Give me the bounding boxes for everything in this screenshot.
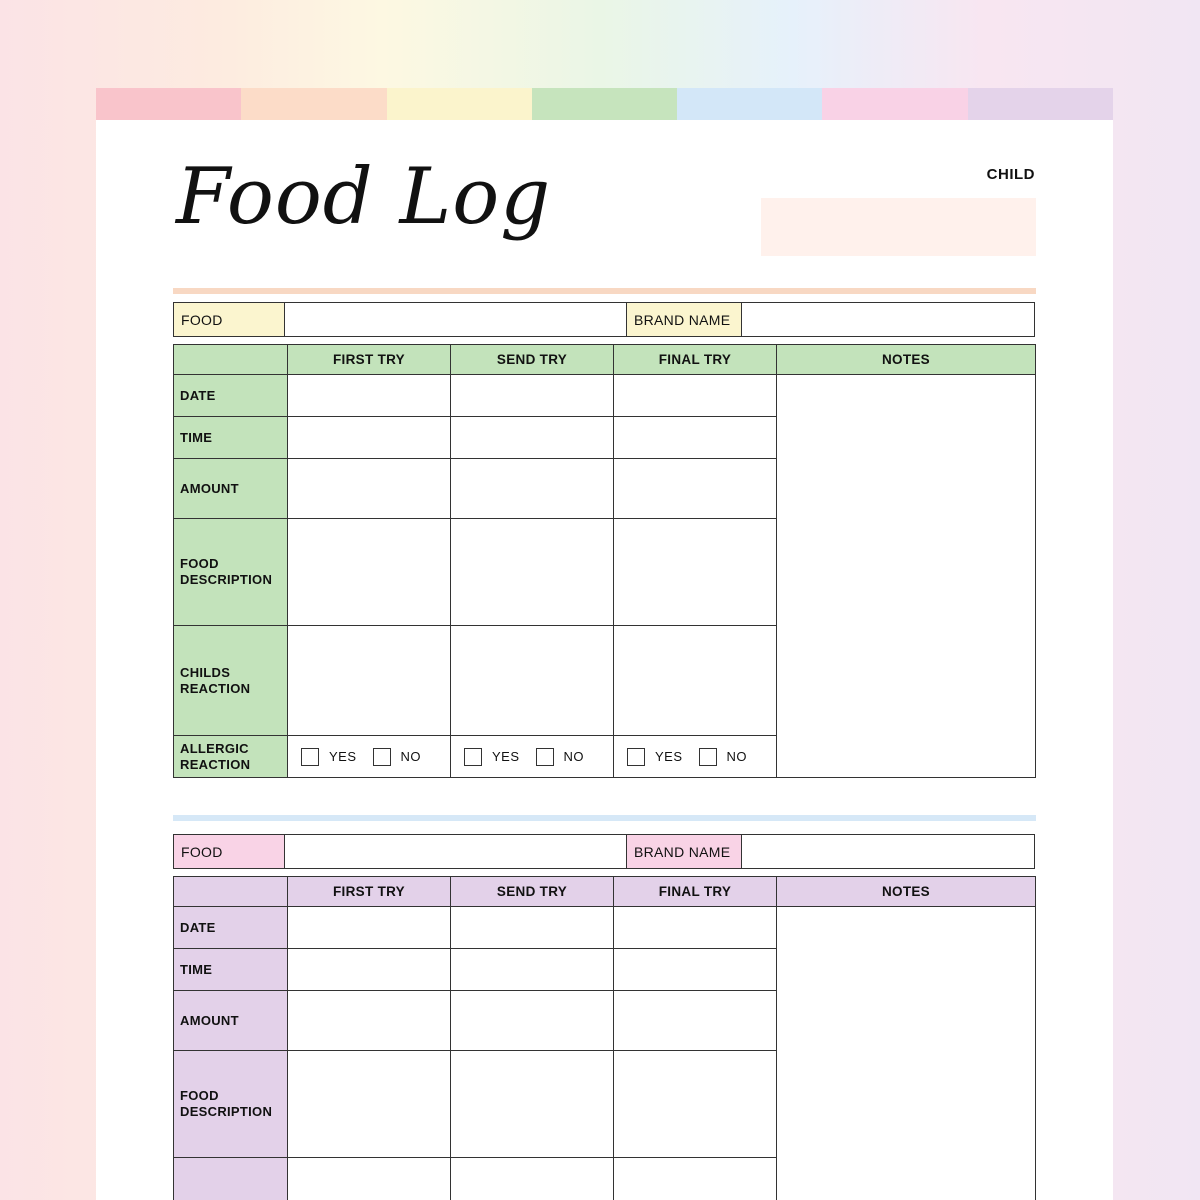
column-header: FINAL TRY	[614, 877, 777, 907]
food-label: FOOD	[174, 303, 285, 336]
brand-name-field[interactable]	[742, 303, 1034, 336]
no-checkbox[interactable]	[536, 748, 554, 766]
no-label: NO	[400, 749, 422, 764]
no-checkbox[interactable]	[373, 748, 391, 766]
page-title: Food Log	[176, 152, 552, 242]
food-field[interactable]	[285, 835, 627, 868]
column-header: SEND TRY	[451, 345, 614, 375]
color-tab-strip	[96, 88, 1113, 120]
description-first-try-cell[interactable]	[288, 519, 451, 626]
food-label: FOOD	[174, 835, 285, 868]
date-first-try-cell[interactable]	[288, 375, 451, 417]
yes-label: YES	[492, 749, 520, 764]
yes-label: YES	[329, 749, 357, 764]
row-label-text: FOOD DESCRIPTION	[180, 1088, 273, 1119]
color-tab-5	[677, 88, 822, 120]
row-label-text: ALLERGIC REACTION	[180, 740, 251, 772]
amount-send-try-cell[interactable]	[451, 991, 614, 1051]
row-label: AMOUNT	[174, 991, 288, 1051]
food-field[interactable]	[285, 303, 627, 336]
child-label: CHILD	[986, 166, 1035, 183]
row-label-text: FOOD DESCRIPTION	[180, 556, 273, 587]
yes-checkbox[interactable]	[627, 748, 645, 766]
amount-first-try-cell[interactable]	[288, 991, 451, 1051]
notes-cell[interactable]	[777, 907, 1036, 1200]
allergic-send-try-cell	[451, 736, 614, 778]
row-label: DATE	[174, 375, 288, 417]
color-tab-1	[96, 88, 241, 120]
row-label: TIME	[174, 417, 288, 459]
row-label	[174, 1158, 288, 1200]
no-label: NO	[726, 749, 748, 764]
no-checkbox[interactable]	[699, 748, 717, 766]
row-label	[174, 519, 288, 626]
amount-final-try-cell[interactable]	[614, 991, 777, 1051]
description-first-try-cell[interactable]	[288, 1051, 451, 1158]
color-tab-3	[387, 88, 532, 120]
amount-send-try-cell[interactable]	[451, 459, 614, 519]
allergic-first-try-cell	[288, 736, 451, 778]
date-final-try-cell[interactable]	[614, 375, 777, 417]
time-first-try-cell[interactable]	[288, 417, 451, 459]
description-send-try-cell[interactable]	[451, 519, 614, 626]
date-send-try-cell[interactable]	[451, 375, 614, 417]
row-label	[174, 626, 288, 736]
row-label: DATE	[174, 907, 288, 949]
child-name-field[interactable]	[761, 198, 1036, 256]
column-header: FIRST TRY	[288, 345, 451, 375]
column-header: SEND TRY	[451, 877, 614, 907]
reaction-final-try-cell[interactable]	[614, 626, 777, 736]
corner-cell	[174, 345, 288, 375]
brand-name-field[interactable]	[742, 835, 1034, 868]
time-send-try-cell[interactable]	[451, 417, 614, 459]
section-1-divider	[173, 288, 1036, 294]
corner-cell	[174, 877, 288, 907]
brand-name-label: BRAND NAME	[627, 835, 742, 868]
reaction-final-try-cell[interactable]	[614, 1158, 777, 1200]
time-final-try-cell[interactable]	[614, 949, 777, 991]
yes-checkbox[interactable]	[464, 748, 482, 766]
date-send-try-cell[interactable]	[451, 907, 614, 949]
yes-checkbox[interactable]	[301, 748, 319, 766]
amount-first-try-cell[interactable]	[288, 459, 451, 519]
section-1-grid	[173, 344, 1036, 778]
section-2-grid	[173, 876, 1036, 1200]
section-2-food-row	[173, 834, 1035, 869]
section-2-divider	[173, 815, 1036, 821]
row-label	[174, 736, 288, 778]
description-send-try-cell[interactable]	[451, 1051, 614, 1158]
notes-cell[interactable]	[777, 375, 1036, 778]
time-send-try-cell[interactable]	[451, 949, 614, 991]
time-final-try-cell[interactable]	[614, 417, 777, 459]
description-final-try-cell[interactable]	[614, 519, 777, 626]
color-tab-4	[532, 88, 677, 120]
description-final-try-cell[interactable]	[614, 1051, 777, 1158]
column-header: FINAL TRY	[614, 345, 777, 375]
color-tab-6	[822, 88, 967, 120]
color-tab-7	[968, 88, 1113, 120]
yes-label: YES	[655, 749, 683, 764]
section-1-food-row	[173, 302, 1035, 337]
amount-final-try-cell[interactable]	[614, 459, 777, 519]
reaction-send-try-cell[interactable]	[451, 626, 614, 736]
row-label: TIME	[174, 949, 288, 991]
color-tab-2	[241, 88, 386, 120]
date-final-try-cell[interactable]	[614, 907, 777, 949]
reaction-send-try-cell[interactable]	[451, 1158, 614, 1200]
food-log-page	[96, 88, 1113, 1200]
row-label	[174, 1051, 288, 1158]
column-header: FIRST TRY	[288, 877, 451, 907]
row-label: AMOUNT	[174, 459, 288, 519]
time-first-try-cell[interactable]	[288, 949, 451, 991]
allergic-final-try-cell	[614, 736, 777, 778]
brand-name-label: BRAND NAME	[627, 303, 742, 336]
column-header: NOTES	[777, 345, 1036, 375]
reaction-first-try-cell[interactable]	[288, 626, 451, 736]
row-label-text: CHILDS REACTION	[180, 664, 251, 696]
reaction-first-try-cell[interactable]	[288, 1158, 451, 1200]
column-header: NOTES	[777, 877, 1036, 907]
no-label: NO	[563, 749, 585, 764]
date-first-try-cell[interactable]	[288, 907, 451, 949]
